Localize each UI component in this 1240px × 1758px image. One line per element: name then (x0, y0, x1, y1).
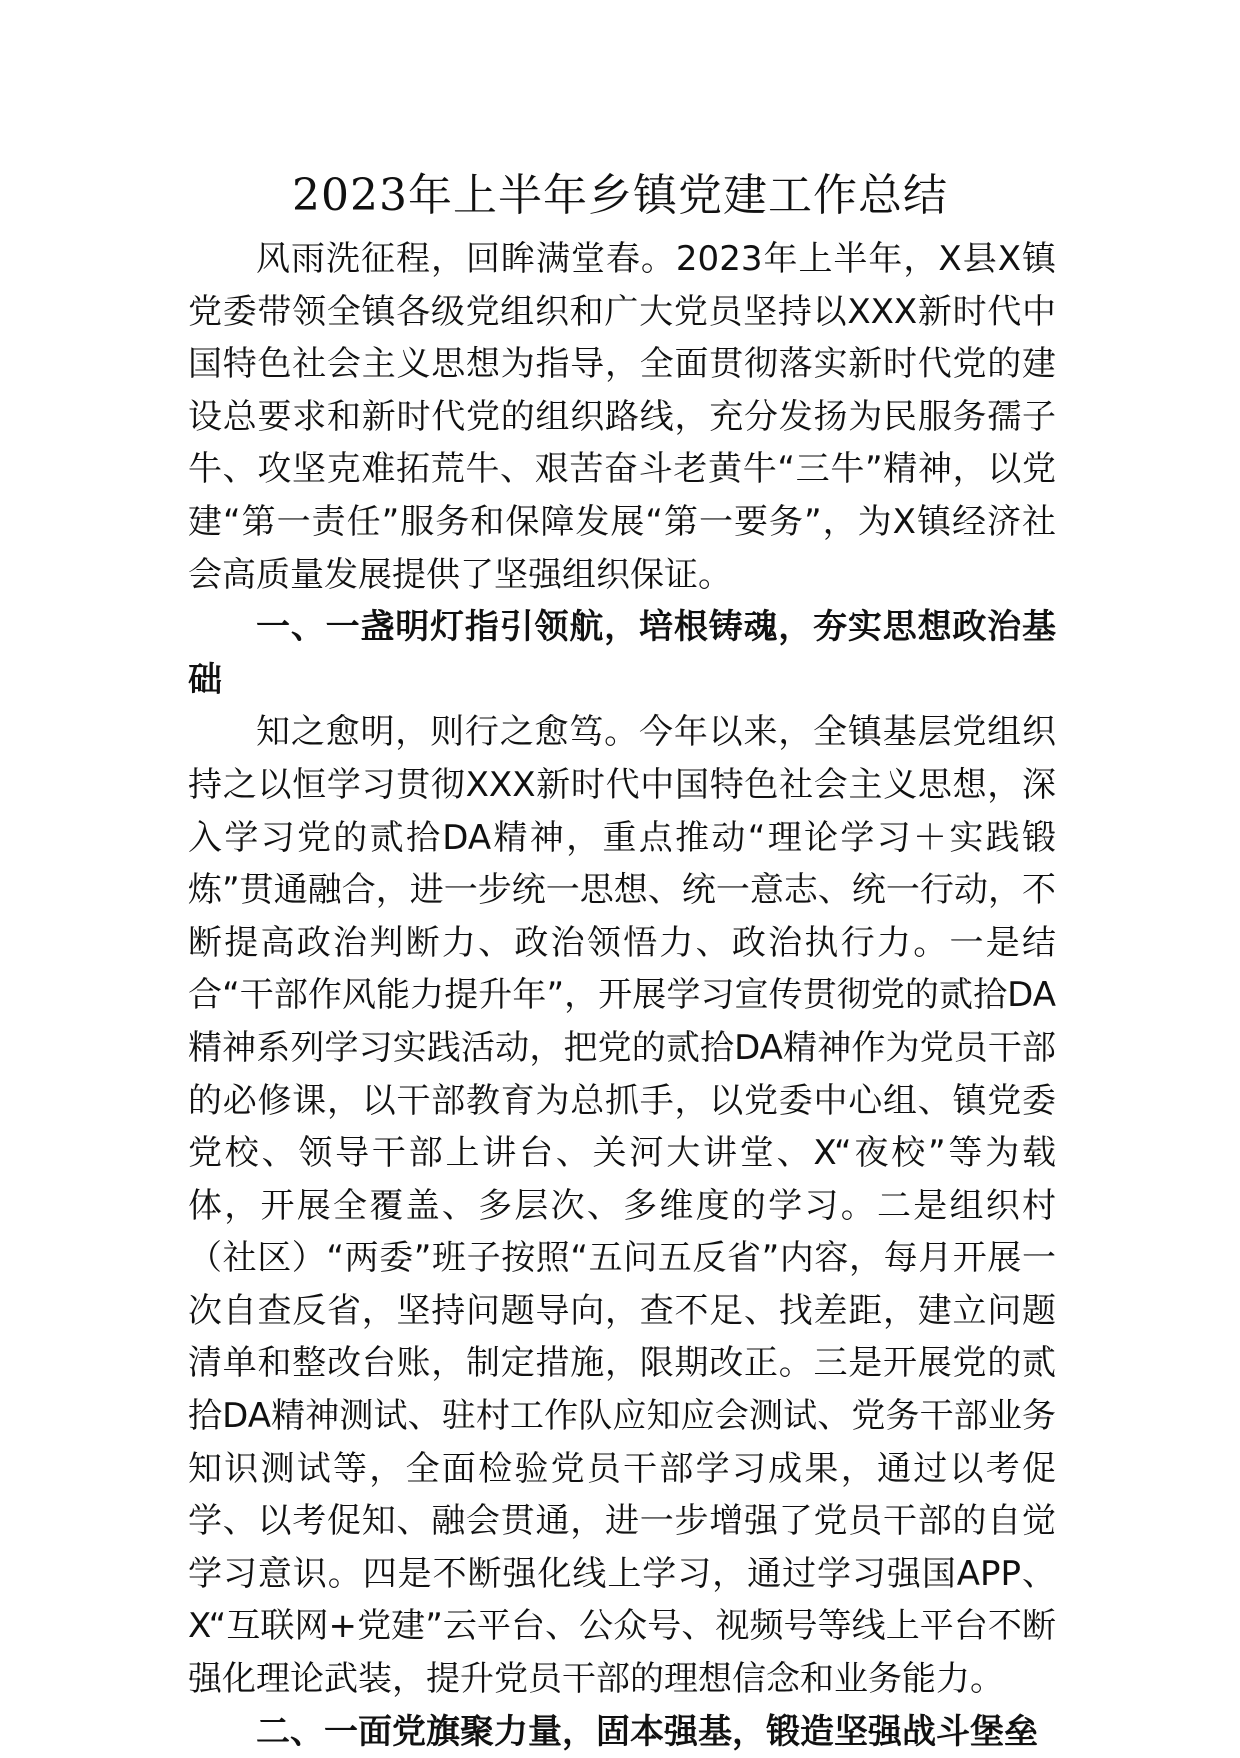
section-heading-2: 二、一面党旗聚力量，固本强基，锻造坚强战斗堡垒 (256, 1711, 1038, 1752)
document-title: 2023年上半年乡镇党建工作总结 (292, 170, 948, 221)
section-heading-1: 一、一盏明灯指引领航，培根铸魂，夯实思想政治基础 (188, 607, 1056, 700)
document-body (188, 233, 1056, 1758)
section-1-paragraph: 知之愈明，则行之愈笃。今年以来，全镇基层党组织持之以恒学习贯彻XXX新时代中国特色社会主义思想，深入学习党的贰拾DA精神，重点推动“理论学习＋实践锻炼”贯通融合，进一步统一思想、统一意志、统一行动，不断提高政治判断力、政治领悟力、政治执行力。一是结合“干部作风能力提升年”，开展学习宣传贯彻党的贰拾DA精神系列学习实践活动，把党的贰拾DA精神作为党员干部的必修课，以干部教育为总抓手，以党委中心组、镇党委党校、领导干部上讲台、关河大讲堂、X“夜校”等为载体，开展全覆盖、多层次、多维度的学习。二是组织村（社区）“两委”班子按照“五问五反省”内容，每月开展一次自查反省，坚持问题导向，查不足、找差距，建立问题清单和整改台账，制定措施，限期改正。三是开展党的贰拾DA精神测试、驻村工作队应知应会测试、党务干部业务知识测试等，全面检验党员干部学习成果，通过以考促学、以考促知、融会贯通，进一步增强了党员干部的自觉学习意识。四是不断强化线上学习，通过学习强国APP、X“互联网+党建”云平台、公众号、视频号等线上平台不断强化理论武装，提升党员干部的理想信念和业务能力。 (188, 712, 1056, 1700)
intro-paragraph: 风雨洗征程，回眸满堂春。2023年上半年，X县X镇党委带领全镇各级党组织和广大党员坚持以XXX新时代中国特色社会主义思想为指导，全面贯彻落实新时代党的建设总要求和新时代党的组织路线，充分发扬为民服务孺子牛、攻坚克难拓荒牛、艰苦奋斗老黄牛“三牛”精神，以党建“第一责任”服务和保障发展“第一要务”，为X镇经济社会高质量发展提供了坚强组织保证。 (188, 239, 1056, 595)
